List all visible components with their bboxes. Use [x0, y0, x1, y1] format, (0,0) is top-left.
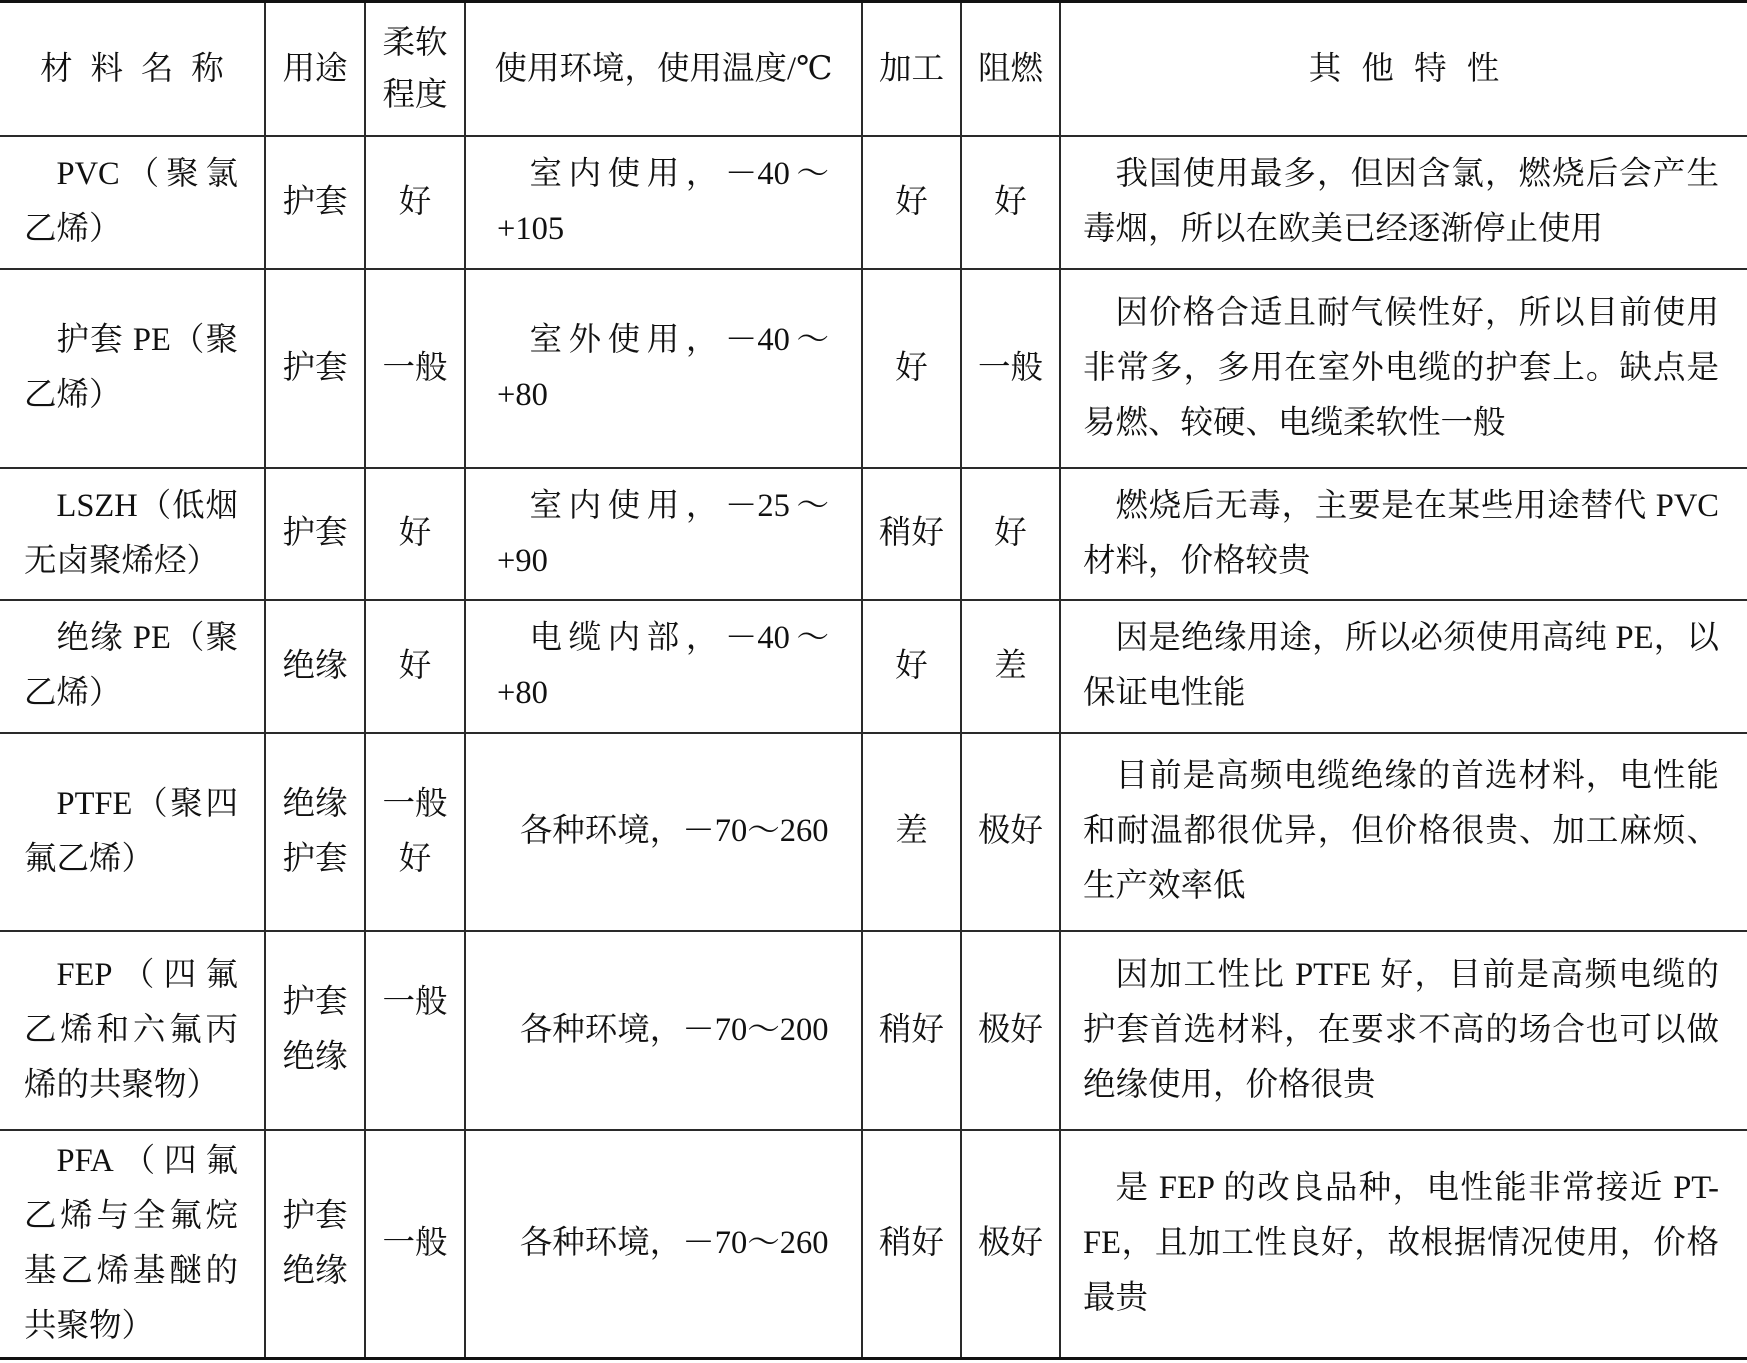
flame-retardant-cell: 差	[961, 600, 1060, 733]
environment-cell: 室内使用，－40～+105	[465, 136, 862, 269]
processing-cell: 稍好	[862, 1130, 961, 1359]
material-name-cell: 绝缘 PE（聚乙烯）	[0, 600, 265, 733]
other-properties-cell: 因是绝缘用途，所以必须使用高纯 PE，以保证电性能	[1060, 600, 1747, 733]
usage-cell: 护套	[265, 468, 365, 600]
material-name-cell: PTFE（聚四氟乙烯）	[0, 733, 265, 931]
softness-cell: 一般	[365, 931, 465, 1130]
softness-cell: 好	[365, 136, 465, 269]
processing-cell: 好	[862, 600, 961, 733]
usage-cell: 护套	[265, 269, 365, 468]
other-properties-cell: 目前是高频电缆绝缘的首选材料，电性能和耐温都很优异，但价格很贵、加工麻烦、生产效率低	[1060, 733, 1747, 931]
environment-cell: 室内使用，－25～+90	[465, 468, 862, 600]
environment-cell: 各种环境，－70～200	[465, 931, 862, 1130]
usage-cell: 护套	[265, 136, 365, 269]
environment-cell: 各种环境，－70～260	[465, 733, 862, 931]
other-properties-cell: 是 FEP 的改良品种，电性能非常接近 PT-FE，且加工性良好，故根据情况使用，价格最贵	[1060, 1130, 1747, 1359]
material-name-cell: LSZH（低烟无卤聚烯烃）	[0, 468, 265, 600]
material-name-cell: FEP（四氟乙烯和六氟丙烯的共聚物）	[0, 931, 265, 1130]
column-header-other-properties: 其他特性	[1060, 2, 1747, 136]
softness-cell: 一般	[365, 269, 465, 468]
table-row	[0, 733, 1747, 931]
softness-cell: 一般	[365, 1130, 465, 1359]
flame-retardant-cell: 极好	[961, 733, 1060, 931]
column-header-material-name: 材料名称	[0, 2, 265, 136]
table-row	[0, 468, 1747, 600]
table-row	[0, 1130, 1747, 1359]
column-header-environment: 使用环境，使用温度/℃	[465, 2, 862, 136]
processing-cell: 差	[862, 733, 961, 931]
material-name-cell: 护套 PE（聚乙烯）	[0, 269, 265, 468]
header-row	[0, 2, 1747, 136]
processing-cell: 稍好	[862, 931, 961, 1130]
processing-cell: 好	[862, 136, 961, 269]
table-row	[0, 269, 1747, 468]
table-row	[0, 600, 1747, 733]
processing-cell: 好	[862, 269, 961, 468]
other-properties-cell: 燃烧后无毒，主要是在某些用途替代 PVC 材料，价格较贵	[1060, 468, 1747, 600]
other-properties-cell: 因加工性比 PTFE 好，目前是高频电缆的护套首选材料，在要求不高的场合也可以做绝缘使用，价格很贵	[1060, 931, 1747, 1130]
environment-cell: 室外使用，－40～+80	[465, 269, 862, 468]
material-name-cell: PVC（聚氯乙烯）	[0, 136, 265, 269]
softness-cell: 一般好	[365, 733, 465, 931]
flame-retardant-cell: 好	[961, 468, 1060, 600]
table-row	[0, 136, 1747, 269]
usage-cell: 护套绝缘	[265, 931, 365, 1130]
flame-retardant-cell: 极好	[961, 1130, 1060, 1359]
softness-cell: 好	[365, 600, 465, 733]
material-name-cell: PFA（四氟乙烯与全氟烷基乙烯基醚的共聚物）	[0, 1130, 265, 1359]
other-properties-cell: 我国使用最多，但因含氯，燃烧后会产生毒烟，所以在欧美已经逐渐停止使用	[1060, 136, 1747, 269]
table-row	[0, 931, 1747, 1130]
flame-retardant-cell: 好	[961, 136, 1060, 269]
softness-cell: 好	[365, 468, 465, 600]
usage-cell: 绝缘护套	[265, 733, 365, 931]
environment-cell: 电缆内部，－40～+80	[465, 600, 862, 733]
column-header-usage: 用途	[265, 2, 365, 136]
usage-cell: 绝缘	[265, 600, 365, 733]
flame-retardant-cell: 一般	[961, 269, 1060, 468]
column-header-softness: 柔软程度	[365, 2, 465, 136]
processing-cell: 稍好	[862, 468, 961, 600]
column-header-flame-retardant: 阻燃	[961, 2, 1060, 136]
usage-cell: 护套绝缘	[265, 1130, 365, 1359]
other-properties-cell: 因价格合适且耐气候性好，所以目前使用非常多，多用在室外电缆的护套上。缺点是易燃、较硬、电缆柔软性一般	[1060, 269, 1747, 468]
flame-retardant-cell: 极好	[961, 931, 1060, 1130]
environment-cell: 各种环境，－70～260	[465, 1130, 862, 1359]
column-header-processing: 加工	[862, 2, 961, 136]
